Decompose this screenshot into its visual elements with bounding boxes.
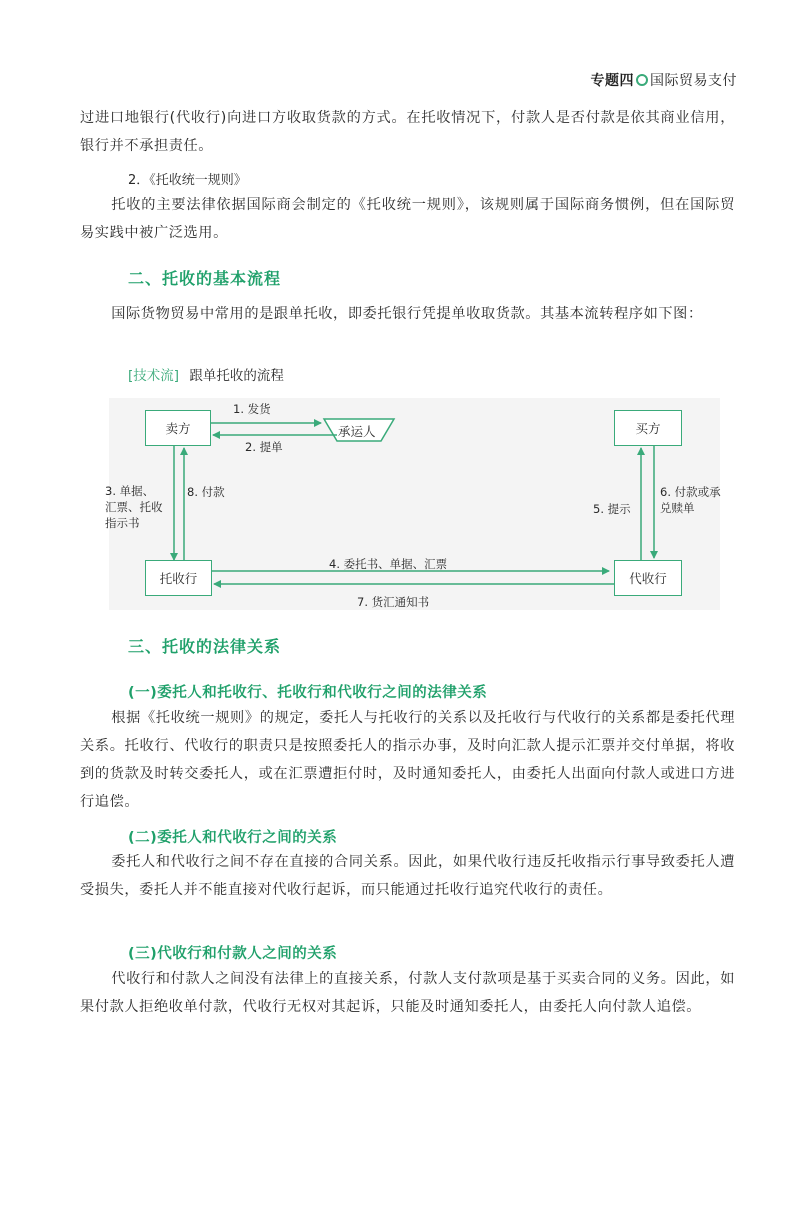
label-payment-to-seller: 8. 付款 [187, 485, 225, 499]
paragraph-agency-relation: 根据《托收统一规则》的规定，委托人与托收行的关系以及托收行与代收行的关系都是委托代理关系。托收行、代收行的职责只是按照委托人的指示办事，及时向汇款人提示汇票并交付单据，将收到的货款及时转交委托人，或在汇票遭拒付时，及时通知委托人，由委托人出面向付款人或进口方进行追偿。 [80, 710, 735, 810]
paragraph-legal-basis: 托收的主要法律依据国际商会制定的《托收统一规则》，该规则属于国际商务惯例，但在国际贸易实践中被广泛选用。 [80, 197, 735, 241]
collection-flow-diagram [105, 398, 721, 610]
node-collecting-bank: 代收行 [614, 560, 682, 596]
running-header [591, 70, 738, 90]
node-seller: 卖方 [145, 410, 211, 446]
circle-icon [636, 74, 648, 86]
paragraph-collecting-drawee: 代收行和付款人之间没有法律上的直接关系，付款人支付款项是基于买卖合同的义务。因此，如果付款人拒绝收单付款，代收行无权对其起诉，只能及时通知委托人，由委托人向付款人追偿。 [80, 971, 735, 1015]
caption-text: 跟单托收的流程 [189, 368, 284, 384]
paragraph-principal-collecting: 委托人和代收行之间不存在直接的合同关系。因此，如果代收行违反托收指示行事导致委托人遭受损失，委托人并不能直接对代收行起诉，而只能通过托收行追究代收行的责任。 [80, 854, 735, 898]
header-topic: 专题四 [590, 73, 634, 89]
paragraph-flow-intro: 国际货物贸易中常用的是跟单托收，即委托银行凭提单收取货款。其基本流转程序如下图： [111, 306, 703, 322]
caption-tag: [技术流] [128, 368, 180, 384]
label-payment-acceptance: 6. 付款或承兑赎单 [660, 485, 721, 515]
label-presentation: 5. 提示 [593, 502, 631, 516]
subheading-principal-collecting: (二)委托人和代收行之间的关系 [128, 830, 338, 846]
label-remittance-notice: 7. 货汇通知书 [357, 595, 430, 609]
label-mandate: 4. 委托书、单据、汇票 [329, 557, 448, 571]
node-carrier: 承运人 [338, 424, 376, 439]
subheading-collecting-drawee: (三)代收行和付款人之间的关系 [128, 946, 338, 962]
label-bill-of-lading: 2. 提单 [245, 440, 283, 454]
paragraph-collection-method: 过进口地银行(代收行)向进口方收取货款的方式。在托收情况下，付款人是否付款是依其商业信用，银行并不承担责任。 [80, 110, 735, 154]
figure-caption [128, 364, 284, 384]
section-heading-legal: 三、托收的法律关系 [128, 637, 282, 656]
subheading-agency-relation: (一)委托人和托收行、托收行和代收行之间的法律关系 [128, 685, 488, 701]
header-subtitle: 国际贸易支付 [650, 73, 737, 89]
label-ship-goods: 1. 发货 [233, 402, 271, 416]
node-remitting-bank: 托收行 [145, 560, 212, 596]
section-heading-flow: 二、托收的基本流程 [128, 269, 282, 288]
node-buyer: 买方 [614, 410, 682, 446]
label-documents: 3. 单据、汇票、托收指示书 [105, 484, 163, 530]
list-item-urc: 2．《托收统一规则》 [128, 173, 247, 188]
